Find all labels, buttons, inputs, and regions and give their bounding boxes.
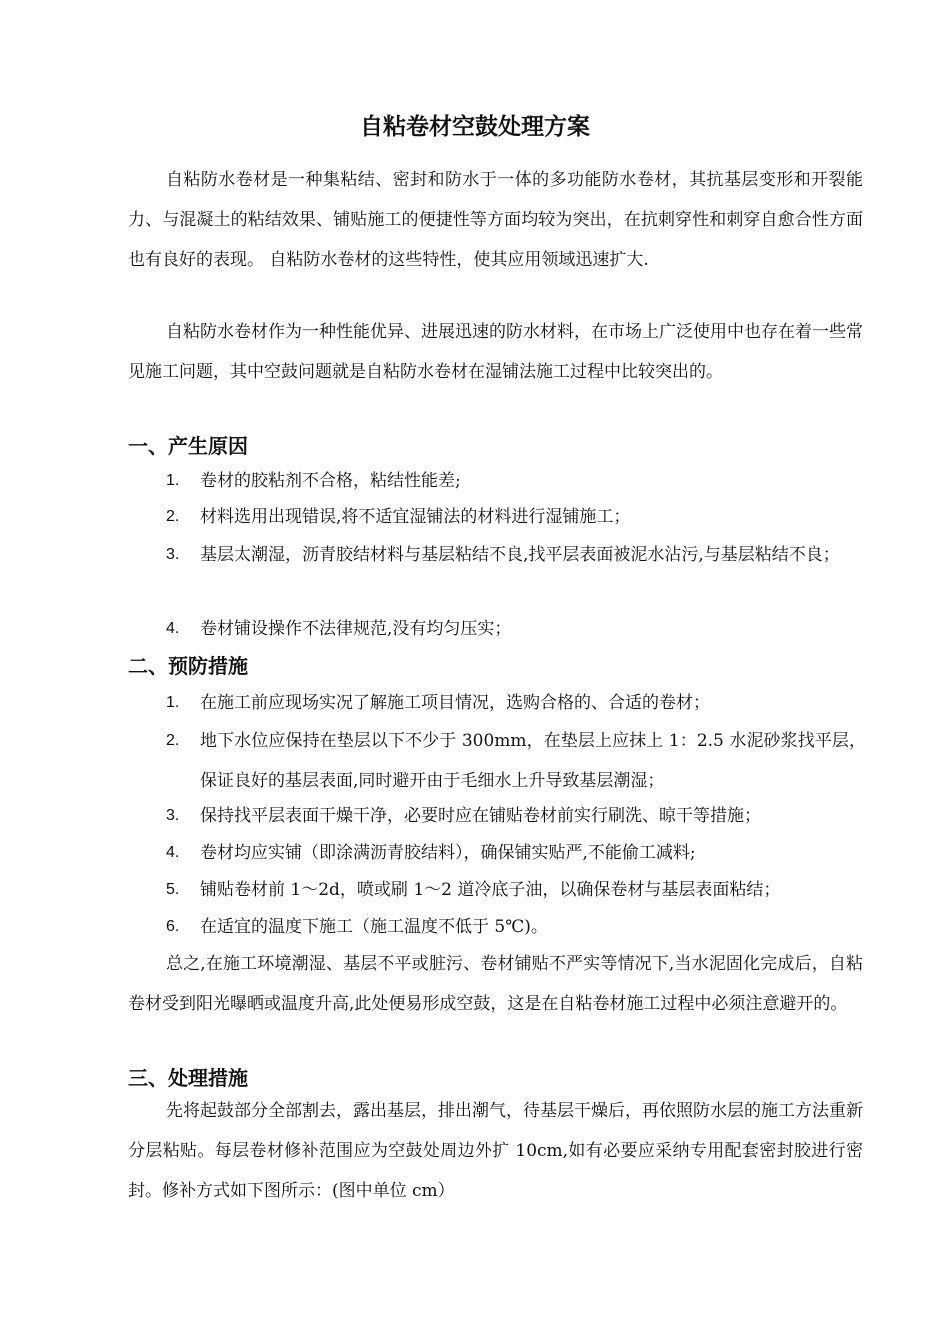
list-item-number: 3. [166, 807, 180, 824]
list-item [166, 796, 866, 836]
intro-paragraph-2: 自粘防水卷材作为一种性能优异、进展迅速的防水材料，在市场上广泛使用中也存在着一些常见施工问题，其中空鼓问题就是自粘防水卷材在湿铺法施工过程中比较突出的。 [128, 322, 863, 382]
list-item-number: 2. [166, 732, 180, 749]
list-item-text: 在施工前应现场实况了解施工项目情况，选购合格的、合适的卷材； [200, 693, 710, 713]
section-3-heading: 三、处理措施 [128, 1066, 248, 1090]
list-item-text: 材料选用出现错误,将不适宜湿铺法的材料进行湿铺施工； [200, 507, 631, 527]
list-item-text: 铺贴卷材前 1～2d，喷或刷 1～2 道冷底子油，以确保卷材与基层表面粘结； [200, 880, 781, 900]
section-1-heading: 一、产生原因 [128, 434, 248, 458]
list-item-text: 卷材均应实铺（即涂满沥青胶结料），确保铺实贴严,不能偷工减料; [200, 843, 696, 863]
list-item-number: 2. [166, 508, 180, 525]
list-item-text: 保持找平层表面干燥干净，必要时应在铺贴卷材前实行刷洗、晾干等措施； [200, 806, 761, 826]
list-item-number: 1. [166, 472, 180, 489]
list-item-number: 5. [166, 881, 180, 898]
treatment-paragraph: 先将起鼓部分全部割去，露出基层，排出潮气，待基层干燥后，再依照防水层的施工方法重新分层粘贴。每层卷材修补范围应为空鼓处周边外扩 10cm,如有必要应采纳专用配套密封胶进行密封。修补方式如下图所示：(图中单位 cm） [128, 1101, 863, 1201]
list-item-number: 4. [166, 620, 180, 637]
section-2-heading: 二、预防措施 [128, 654, 248, 678]
list-item [166, 833, 866, 873]
list-item-text: 基层太潮湿，沥青胶结材料与基层粘结不良,找平层表面被泥水沾污,与基层粘结不良； [200, 545, 840, 565]
list-item-number: 1. [166, 694, 180, 711]
document-title: 自粘卷材空鼓处理方案 [360, 114, 590, 140]
list-item-text: 地下水位应保持在垫层以下不少于 300mm，在垫层上应抹上 1：2.5 水泥砂浆找平层，保证良好的基层表面,同时避开由于毛细水上升导致基层潮湿； [200, 731, 866, 791]
list-item [166, 907, 866, 947]
list-item [166, 870, 866, 910]
list-item-text: 卷材的胶粘剂不合格，粘结性能差; [200, 471, 461, 491]
list-item-text: 在适宜的温度下施工（施工温度不低于 5℃)。 [200, 917, 548, 937]
list-item-number: 4. [166, 844, 180, 861]
list-item [166, 721, 866, 801]
summary-paragraph: 总之,在施工环境潮湿、基层不平或脏污、卷材铺贴不严实等情况下,当水泥固化完成后，自粘卷材受到阳光曝晒或温度升高,此处便易形成空鼓，这是在自粘卷材施工过程中必须注意避开的。 [128, 954, 863, 1014]
list-item [166, 497, 866, 537]
list-item-text: 卷材铺设操作不法律规范,没有均匀压实； [200, 619, 512, 639]
list-item-number: 6. [166, 918, 180, 935]
list-item [166, 461, 866, 501]
list-item [166, 609, 866, 649]
list-item [166, 683, 866, 723]
list-item-number: 3. [166, 546, 180, 563]
intro-paragraph-1: 自粘防水卷材是一种集粘结、密封和防水于一体的多功能防水卷材，其抗基层变形和开裂能力、与混凝土的粘结效果、铺贴施工的便捷性等方面均较为突出，在抗刺穿性和刺穿自愈合性方面也有良好的表现。 自粘防水卷材的这些特性，使其应用领域迅速扩大. [128, 170, 863, 270]
list-item [166, 535, 866, 575]
